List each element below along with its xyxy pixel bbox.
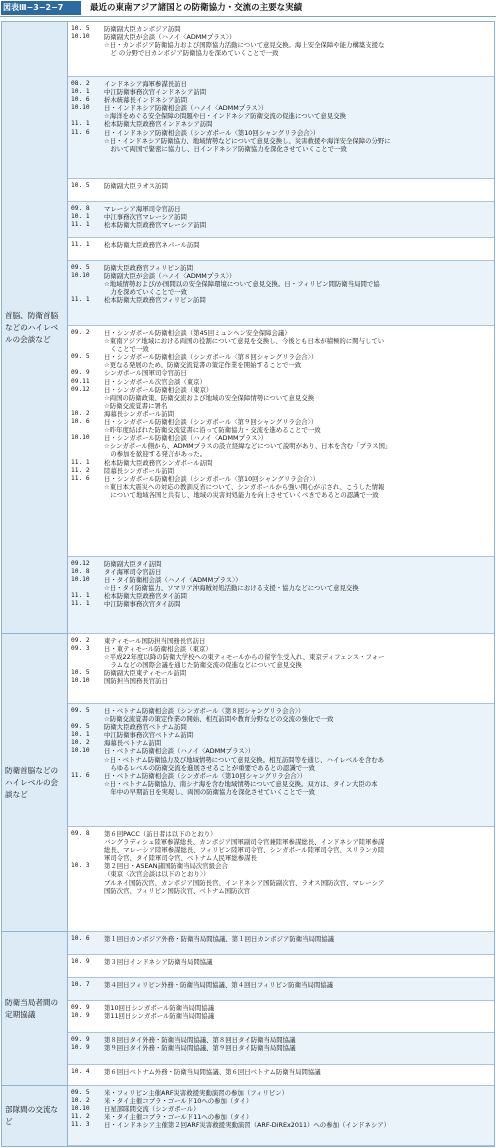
entry-group: [68, 557, 494, 634]
entry-row: [68, 772, 494, 780]
entry-date: [68, 483, 104, 491]
entry-date: 10.10: [71, 272, 90, 280]
entry-date: 11. 2: [71, 466, 90, 474]
entry-group: [68, 704, 494, 827]
entry-row: [68, 756, 494, 764]
entry-row: [68, 870, 494, 878]
entry-text: 日・シンガポール防衛相会談（第45回ミュンヘン安全保障会議）: [104, 329, 291, 337]
entry-row: [68, 213, 494, 221]
entry-date: [68, 450, 104, 458]
entry-text: ☆海洋をめぐる安全保障の問題や日・インドネシア防衛交流の促進について意見交換: [104, 112, 346, 121]
entry-row: [68, 560, 494, 568]
category-cell: [2, 1086, 67, 1146]
category-label: 首脳、防衛首脳などのハイレベルの会談など: [5, 310, 59, 344]
entry-date: 10. 3: [71, 862, 90, 870]
entry-row: [68, 221, 494, 229]
figure-header: [0, 0, 496, 17]
entry-text: ☆東南アジア地域における両国の役割について意見を交換し、今後とも日本が積極的に関与してい: [104, 337, 385, 346]
entry-text: 防衛大臣政務官ベトナム訪問: [104, 723, 187, 732]
entry-row: [68, 112, 494, 120]
entry-text: ブルネイ国防次官、カンボジア国防長官、インドネシア国防副次官、ラオス国防次官、マレーシア: [104, 878, 385, 887]
entry-row: [68, 854, 494, 862]
entry-group: [68, 1033, 494, 1065]
entry-date: 09. 9: [71, 1036, 90, 1043]
entry-row: [68, 568, 494, 576]
entry-text: 防衛副大臣ラオス訪問: [104, 182, 168, 190]
entry-text: 日・ベトナム防衛相会談（シンガポール〈第10回シャングリラ会合〉）: [104, 771, 307, 780]
entry-text: 中江防衛事務次官インドネシア訪問: [104, 88, 207, 97]
entry-row: [68, 104, 494, 112]
category-cell: [2, 932, 67, 1086]
entry-date: [68, 491, 104, 499]
entry-text: 防衛大臣政務官フィリピン訪問: [104, 264, 193, 272]
entry-date: 11. 6: [71, 771, 90, 779]
entry-text: （東京〈次官会談は以下のとおり〉）: [104, 870, 210, 879]
entry-date: 09. 3: [71, 645, 90, 653]
entry-row: [68, 491, 494, 499]
entry-text: 日・シンガポール次官会談（東京）: [104, 377, 206, 386]
entry-date: 09. 2: [71, 637, 90, 644]
entry-date: 11. 6: [71, 128, 90, 136]
entry-text: 日・ベトナム防衛相会談（ハノイ〈ADMMプラス〉）: [104, 747, 255, 756]
entry-row: [68, 41, 494, 49]
entry-row: [68, 337, 494, 345]
entry-text: おいて両国で緊密に協力し、日インドネシア防衛協力を深化させていくことで一致: [104, 144, 347, 153]
entry-row: [68, 764, 494, 772]
entry-text: 防衛副大臣が会談（ハノイ〈ADMMプラス〉）: [104, 272, 236, 281]
entry-date: 10. 7: [71, 981, 90, 988]
entry-text: 軍司令官、タイ陸軍司令官、ベトナム人民軍総参謀長: [104, 854, 257, 863]
entry-text: 中江防衛事務次官タイ訪問: [104, 600, 181, 609]
entry-date: [68, 653, 104, 661]
entry-text: インドネシア海軍参謀長訪日: [104, 80, 188, 88]
entry-date: 10. 5: [71, 182, 90, 189]
entry-row: [68, 981, 494, 989]
entry-date: [68, 137, 104, 145]
entry-row: [68, 96, 494, 104]
entry-group: [68, 238, 494, 261]
entry-date: 10. 9: [71, 1044, 90, 1052]
entry-row: [68, 442, 494, 450]
entry-text: 力を深めていくことで一致: [104, 288, 188, 297]
entry-row: [68, 862, 494, 870]
entries-column: [67, 22, 494, 1146]
entry-row: [68, 25, 494, 33]
entry-row: [68, 418, 494, 426]
entry-date: 10.10: [71, 434, 90, 442]
entry-text: 米・タイ主催コブラ・ゴールド10への参加（タイ）: [104, 1097, 253, 1106]
entry-row: [68, 205, 494, 213]
entry-row: [68, 345, 494, 353]
entry-text: 総長、マレーシア陸軍参謀総長、フィリピン陸軍司令官、シンガポール陸軍司令官、スリランカ陸: [104, 846, 385, 855]
entry-group: [68, 1001, 494, 1033]
entry-text: 第９回日タイ外務・防衛当局間協議、第９回日タイ防衛当局間協議: [104, 1044, 296, 1053]
entry-text: 米・フィリピン主催ARF災害救援実動演習の参加（フィリピン）: [104, 1089, 289, 1097]
entry-date: 09.12: [71, 560, 90, 567]
entry-date: [68, 112, 104, 120]
entry-date: [68, 715, 104, 723]
entry-date: [68, 49, 104, 57]
entry-date: 11. 1: [71, 241, 90, 248]
entry-row: [68, 747, 494, 755]
entry-row: [68, 935, 494, 943]
entry-text: くことで一致: [104, 345, 149, 354]
category-label: 防衛首脳などのハイレベルの会談など: [5, 765, 59, 799]
entry-row: [68, 434, 494, 442]
entry-group: [68, 978, 494, 1001]
entry-date: [68, 345, 104, 353]
entry-date: [68, 764, 104, 772]
entry-text: ど の分野で日カンボジア防衛協力を深めていくことで一致: [104, 49, 279, 58]
entry-group: [68, 827, 494, 932]
entry-row: [68, 394, 494, 402]
entry-date: 10. 6: [71, 96, 90, 104]
entry-date: 11. 1: [71, 600, 90, 608]
entry-date: 11. 2: [71, 1113, 90, 1121]
entry-row: [68, 830, 494, 838]
entry-date: [68, 887, 104, 895]
entry-date: 09. 5: [71, 707, 90, 714]
entry-row: [68, 788, 494, 796]
entry-row: [68, 838, 494, 846]
entry-text: 松本防衛大臣政務官ネパール訪問: [104, 241, 200, 249]
entry-date: 10.10: [71, 677, 90, 685]
entry-text: 防衛副大臣タイ訪問: [104, 560, 162, 568]
entry-text: ☆更なる発展のため、防衛交流覚書の策定作業を開始することで一致: [104, 361, 302, 370]
entry-text: 第８回日タイ外務・防衛当局間協議、第８回日タイ防衛当局間協議: [104, 1036, 296, 1044]
entry-date: 09. 8: [71, 205, 90, 212]
entry-text: 海幕長ベトナム訪問: [104, 739, 162, 748]
entry-row: [68, 669, 494, 677]
entry-date: 11. 3: [71, 1121, 90, 1129]
entry-row: [68, 576, 494, 584]
entry-date: 11. 6: [71, 474, 90, 482]
entry-date: [68, 854, 104, 862]
entry-date: [68, 838, 104, 846]
entry-text: 第６回PACC（訪日者は以下のとおり）: [104, 830, 217, 838]
entry-date: 09.11: [71, 377, 90, 385]
entry-group: [68, 1065, 494, 1086]
entry-date: 11. 1: [71, 458, 90, 466]
entry-row: [68, 1036, 494, 1044]
entry-text: タイ海軍司令官訪日: [104, 568, 162, 577]
entry-date: [68, 145, 104, 153]
entry-row: [68, 592, 494, 600]
entry-text: ☆昨年度結ばれた防衛交流覚書に沿って防衛協力・交流を進めることで一致: [104, 426, 321, 435]
entry-group: [68, 1086, 494, 1146]
category-cell: [2, 634, 67, 932]
entry-date: 09.12: [71, 385, 90, 393]
entry-row: [68, 241, 494, 249]
entry-row: [68, 846, 494, 854]
entry-text: ☆東日本大震災への対応の教訓反省について、シンガポールから強い関心が示され、こうした情報: [104, 482, 385, 491]
entry-text: 第３回日インドネシア防衛当局間協議: [104, 958, 213, 966]
entry-text: ☆両国の防衛政策、防衛交流および地域の安全保障情勢について意見交換: [104, 393, 315, 402]
entry-text: バングラディシュ陸軍参謀総長、カンボジア国軍副司令官兼陸軍参謀総長、インドネシア陸軍参謀: [104, 838, 385, 847]
entry-text: ☆平成22年度以降の防衛大学校への東ティモールからの留学生受入れ、東京ディフェンス・フォー: [104, 653, 385, 662]
entry-row: [68, 288, 494, 296]
entry-date: [68, 756, 104, 764]
entry-row: [68, 887, 494, 895]
entry-date: 09. 5: [71, 353, 90, 361]
entry-date: 11. 1: [71, 296, 90, 304]
entry-date: 10. 1: [71, 213, 90, 221]
entry-group: [68, 22, 494, 77]
entry-text: ☆日・タイ防衛協力、ソマリア沖海賊対処活動における支援・協力などについて意見交換: [104, 584, 359, 593]
entry-date: 10. 2: [71, 409, 90, 417]
entry-date: [68, 361, 104, 369]
entry-date: [68, 788, 104, 796]
entry-text: ☆防衛交流覚書の策定作業の開始、相互訪問や教育分野などの交流の強化で一致: [104, 715, 334, 724]
entry-group: [68, 261, 494, 326]
entry-row: [68, 677, 494, 685]
entry-date: [68, 394, 104, 402]
entry-row: [68, 483, 494, 491]
entry-text: 国防担当国務長官訪日: [104, 677, 168, 686]
entry-date: 11. 1: [71, 592, 90, 600]
entry-date: 10. 5: [71, 25, 90, 32]
entry-date: 10. 5: [71, 669, 90, 677]
entry-text: 第２回日・ASEAN諸国防衛当局次官級会合: [104, 862, 228, 871]
entry-date: 10. 1: [71, 88, 90, 96]
entry-group: [68, 955, 494, 978]
entry-row: [68, 386, 494, 394]
entry-date: [68, 870, 104, 878]
entry-date: [68, 846, 104, 854]
entry-date: [68, 661, 104, 669]
entry-row: [68, 1121, 494, 1129]
entry-text: ☆地域情勢および/か国間以の安全保障環境について意見交換。日・フィリピン間防衛当局間で協: [104, 280, 380, 289]
figure-label: 図表Ⅲ−3−2−7: [1, 1, 81, 15]
entry-text: について地域各国と共有し、地域の災害対処能力を向上させていくべきであるとの認識で一致: [104, 490, 379, 499]
entry-text: 第１回日カンボジア外務・防衛当局間協議、第１回日カンボジア防衛当局間協議: [104, 935, 335, 943]
entry-text: 日星部隊間交流（シンガポール）: [104, 1105, 200, 1114]
entry-text: 松本防衛大臣政務官シンガポール訪問: [104, 458, 213, 467]
entry-row: [68, 80, 494, 88]
entry-text: 防衛副大臣東ティモール訪問: [104, 669, 187, 678]
entry-text: ☆日・ベトナム防衛協力、南シナ海を含む地域情勢について意見交換。双方は、タイン大臣の本: [104, 779, 378, 788]
entry-row: [68, 361, 494, 369]
entry-date: [68, 337, 104, 345]
entry-row: [68, 33, 494, 41]
entry-date: [68, 41, 104, 49]
entry-text: らゆるレベルの防衛交流を進展させることが重要であるとの認識で一致: [104, 763, 315, 772]
entry-row: [68, 264, 494, 272]
entry-text: 日・ベトナム防衛相会談（シンガポール〈第８回シャングリラ会合〉）: [104, 707, 305, 715]
entry-row: [68, 145, 494, 153]
entry-text: 日・インドネシア防衛相会談（ハノイ〈ADMMプラス〉）: [104, 104, 268, 113]
entry-row: [68, 584, 494, 592]
entry-group: [68, 634, 494, 704]
entry-date: 09. 8: [71, 830, 90, 837]
entry-date: 10.10: [71, 104, 90, 112]
entry-date: [68, 402, 104, 410]
entry-date: 10. 6: [71, 935, 90, 942]
entry-date: 09. 9: [71, 1004, 90, 1011]
entry-row: [68, 653, 494, 661]
entry-text: 第４回日フィリピン外務・防衛当局間協議、第４回日フィリピン防衛当局間協議: [104, 981, 334, 989]
entry-row: [68, 129, 494, 137]
entry-text: ラムなどの国際会議を通じた防衛交流の促進などについて意見交換: [104, 661, 302, 670]
entry-text: の参加を歓迎する発言があった。: [104, 450, 207, 459]
entry-text: 日・シンガポール防衛相会談（シンガポール〈第10回シャングリラ会合〉）: [104, 474, 319, 483]
entry-row: [68, 450, 494, 458]
entry-row: [68, 715, 494, 723]
entry-date: 10. 9: [71, 958, 90, 965]
category-cell: [2, 22, 67, 634]
entry-date: 10.10: [71, 747, 90, 755]
entry-date: [68, 780, 104, 788]
entry-row: [68, 137, 494, 145]
entry-text: 中江事務次官マレーシア訪問: [104, 213, 187, 222]
entry-row: [68, 645, 494, 653]
entry-text: 松本防衛大臣政務官インドネシア訪問: [104, 120, 213, 129]
entry-date: [68, 288, 104, 296]
entry-date: 10. 6: [71, 418, 90, 426]
entry-row: [68, 410, 494, 418]
figure-title: 最近の東南アジア諸国との防衛協力・交流の主要な実績: [90, 3, 303, 13]
entry-text: 海幕長シンガポール訪問: [104, 409, 175, 418]
entry-text: 年中の早期訪日を実現し、両国の防衛協力を深化させていくことで一致: [104, 787, 315, 796]
entry-date: [68, 879, 104, 887]
entry-text: 日・インドネシア主催第２回ARF災害救援実動演習（ARF-DiREx2011）への参加（インドネシア）: [104, 1121, 391, 1130]
category-label: 防衛当局者間の定期協議: [5, 997, 59, 1019]
entry-text: ☆日・インドネシア防衛協力、地域情勢などについて意見交換し、災害救援や海洋安全保障の分野に: [104, 136, 391, 145]
entry-text: ☆防衛交流覚書に署名: [104, 401, 168, 410]
entry-text: 国防次官、フィリピン国防次官、ベトナム国防次官: [104, 886, 251, 895]
entry-text: 日・インドネシア防衛相会談（シンガポール〈第10回シャングリラ会合〉）: [104, 128, 320, 137]
entry-text: 中江防衛事務次官ベトナム訪問: [104, 731, 194, 740]
entry-date: 11. 1: [71, 221, 90, 229]
entry-row: [68, 637, 494, 645]
entry-text: 第11回日シンガポール防衛当局間協議: [104, 1012, 215, 1021]
entry-date: 11. 1: [71, 120, 90, 128]
entry-row: [68, 958, 494, 966]
entry-group: [68, 77, 494, 179]
entry-date: 10. 4: [71, 1068, 90, 1075]
entry-date: 10.10: [71, 33, 90, 41]
entry-row: [68, 426, 494, 434]
entry-row: [68, 739, 494, 747]
entry-row: [68, 280, 494, 288]
entry-text: 日・シンガポール防衛相会談（東京）: [104, 385, 213, 394]
entry-row: [68, 378, 494, 386]
entry-row: [68, 1097, 494, 1105]
entry-text: 防衛副大臣が会談（ハノイ〈ADMMプラス〉）: [104, 33, 236, 42]
entry-text: 第10回日シンガポール防衛当局間協議: [104, 1004, 215, 1012]
entry-row: [68, 879, 494, 887]
entry-text: 松本防衛大臣政務官タイ訪問: [104, 592, 187, 601]
entry-row: [68, 369, 494, 377]
entry-date: 10. 9: [71, 1012, 90, 1020]
entry-row: [68, 402, 494, 410]
entry-text: 松本防衛大臣政務官マレーシア訪問: [104, 221, 207, 230]
entry-text: 防衛副大臣カンボジア訪問: [104, 25, 181, 33]
entry-group: [68, 202, 494, 238]
entry-text: マレーシア海軍司令官訪日: [104, 205, 181, 213]
entry-row: [68, 1012, 494, 1020]
entry-date: [68, 584, 104, 592]
entry-row: [68, 475, 494, 483]
entry-text: 日・シンガポール防衛相会談（シンガポール〈第８回シャングリラ会合〉）: [104, 353, 318, 362]
entry-date: [68, 426, 104, 434]
entry-row: [68, 272, 494, 280]
entry-text: ☆日・ベトナム防衛協力及び地域情勢について意見交換。相互訪問等を通じ、ハイレベルを含むあ: [104, 755, 385, 764]
entry-text: ☆シンガポール側から、ADMMプラスの設立経緯などについて説明があり、日本を含む「プラス国」: [104, 442, 392, 451]
entry-text: 米・タイ主催コブラ・ゴールド11への参加（タイ）: [104, 1113, 253, 1122]
entry-row: [68, 780, 494, 788]
entry-date: 10.10: [71, 1105, 90, 1113]
entry-row: [68, 296, 494, 304]
entry-row: [68, 182, 494, 190]
entry-row: [68, 467, 494, 475]
entry-text: 日・東ティモール防衛相会談（東京）: [104, 645, 212, 654]
entry-text: シンガポール国軍司令官訪日: [104, 369, 187, 378]
entry-date: 09. 5: [71, 1089, 90, 1096]
entry-group: [68, 326, 494, 557]
entry-text: 日・シンガポール防衛相会談（ハノイ〈ADMMプラス〉）: [104, 434, 268, 443]
entry-text: ☆日・カンボジア防衛協力および国際協力活動について意見交換。海上安全保障や能力構築支援な: [104, 41, 385, 50]
entry-date: [68, 280, 104, 288]
entry-row: [68, 723, 494, 731]
entry-row: [68, 731, 494, 739]
entry-text: 東ティモール国防担当国務長官訪日: [104, 637, 206, 645]
entry-text: 陸幕長シンガポール訪問: [104, 466, 175, 475]
entry-row: [68, 600, 494, 608]
entry-date: 09. 5: [71, 723, 90, 731]
entry-row: [68, 1105, 494, 1113]
entry-row: [68, 49, 494, 57]
entry-date: 08. 2: [71, 80, 90, 87]
entry-date: 10. 8: [71, 568, 90, 576]
entry-group: [68, 932, 494, 955]
entry-text: 日・シンガポール防衛相会談（シンガポール〈第９回シャングリラ会合〉）: [104, 418, 318, 427]
entry-group: [68, 179, 494, 202]
entry-date: 09. 9: [71, 369, 90, 377]
entry-row: [68, 1068, 494, 1076]
entry-row: [68, 661, 494, 669]
entry-row: [68, 120, 494, 128]
entry-date: 10. 2: [71, 1097, 90, 1105]
entry-text: 日・タイ防衛相会談（ハノイ〈ADMMプラス〉）: [104, 576, 242, 585]
entry-date: 10. 2: [71, 739, 90, 747]
entry-text: 折木統幕長インドネシア訪問: [104, 96, 188, 105]
entry-date: 09. 2: [71, 329, 90, 336]
category-label: 部隊間の交流など: [5, 1105, 59, 1126]
entry-row: [68, 1113, 494, 1121]
entry-row: [68, 1004, 494, 1012]
entry-date: 09. 5: [71, 264, 90, 271]
entry-text: 松本防衛大臣政務官フィリピン訪問: [104, 296, 206, 305]
entry-row: [68, 707, 494, 715]
entry-row: [68, 353, 494, 361]
entry-date: 10.10: [71, 576, 90, 584]
entry-row: [68, 1089, 494, 1097]
entry-row: [68, 459, 494, 467]
entry-date: [68, 442, 104, 450]
entry-date: 10. 1: [71, 731, 90, 739]
entry-row: [68, 329, 494, 337]
entry-row: [68, 1044, 494, 1052]
entry-row: [68, 88, 494, 96]
cooperation-table: [1, 21, 495, 1147]
entry-text: 第６回日ベトナム外務・防衛当局間協議、第６回日ベトナム防衛当局間協議: [104, 1068, 321, 1076]
